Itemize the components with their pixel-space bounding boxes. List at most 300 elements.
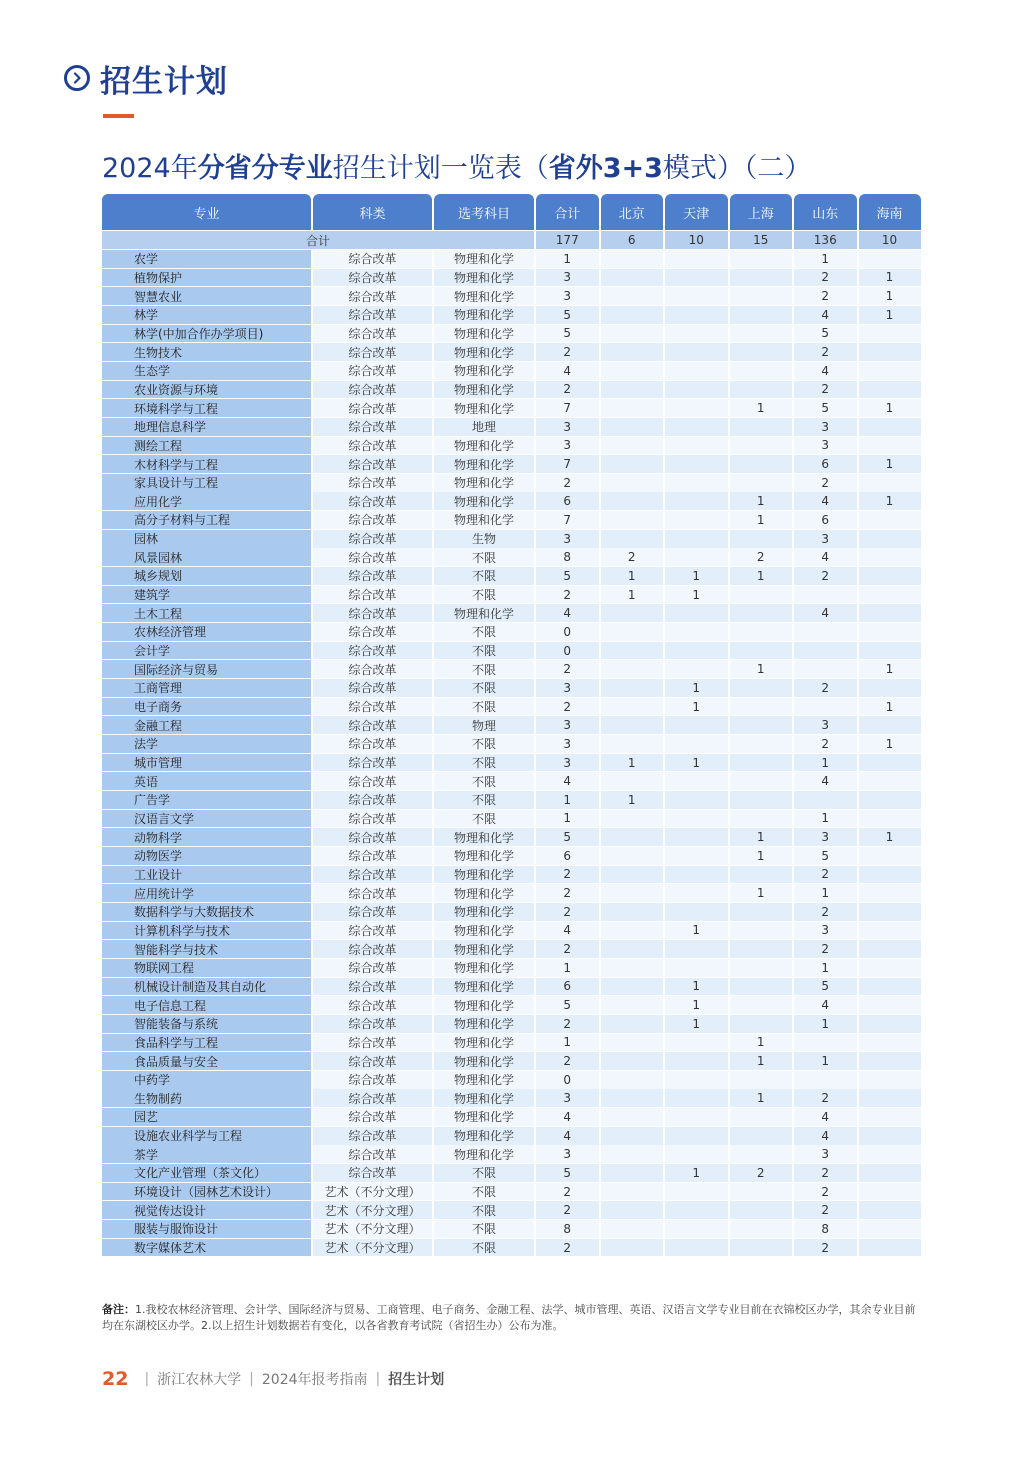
major-cell: 环境科学与工程: [102, 399, 311, 417]
total-cell: 2: [536, 1183, 599, 1201]
shanghai-cell: [730, 474, 793, 492]
tianjin-cell: [665, 511, 728, 529]
subjects-cell: 不限: [434, 810, 534, 828]
table-row: [102, 679, 922, 697]
shandong-cell: 3: [794, 418, 857, 436]
shandong-cell: 2: [794, 269, 857, 287]
subjects-cell: 不限: [434, 772, 534, 790]
table-row: [102, 847, 922, 865]
table-row: [102, 996, 922, 1014]
total-cell: 0: [536, 623, 599, 641]
page-footer: [102, 1368, 444, 1390]
tianjin-cell: [665, 287, 728, 305]
table-row: [102, 381, 922, 399]
beijing-cell: [601, 1239, 664, 1257]
hainan-cell: [859, 1239, 921, 1257]
major-cell: 服装与服饰设计: [102, 1220, 311, 1238]
major-cell: 数据科学与大数据技术: [102, 903, 311, 921]
shanghai-cell: [730, 810, 793, 828]
shanghai-cell: 2: [730, 1164, 793, 1182]
subjects-cell: 物理和化学: [434, 287, 534, 305]
table-row: [102, 437, 922, 455]
subjects-cell: 不限: [434, 1183, 534, 1201]
shandong-cell: 1: [794, 810, 857, 828]
total-cell: 2: [536, 660, 599, 678]
major-cell: 机械设计制造及其自动化: [102, 978, 311, 996]
tianjin-cell: 1: [665, 978, 728, 996]
beijing-cell: [601, 959, 664, 977]
shanghai-cell: 1: [730, 567, 793, 585]
hainan-cell: [859, 810, 921, 828]
col-header-subjects: 选考科目: [434, 194, 534, 230]
subjects-cell: 不限: [434, 754, 534, 772]
total-cell: 2: [536, 1239, 599, 1257]
subjects-cell: 地理: [434, 418, 534, 436]
major-cell: 风景园林: [102, 548, 311, 566]
hainan-cell: 1: [859, 287, 921, 305]
beijing-cell: [601, 810, 664, 828]
shandong-cell: 5: [794, 325, 857, 343]
major-cell: 广告学: [102, 791, 311, 809]
total-cell: 6: [536, 492, 599, 510]
hainan-cell: [859, 1034, 921, 1052]
category-cell: 综合改革: [313, 716, 432, 734]
major-cell: 食品科学与工程: [102, 1034, 311, 1052]
subjects-cell: 物理和化学: [434, 474, 534, 492]
footer-guide: 2024年报考指南: [261, 1372, 368, 1388]
total-cell: 6: [536, 847, 599, 865]
table-row: [102, 1052, 922, 1070]
subjects-cell: 物理和化学: [434, 250, 534, 268]
major-cell: 园艺: [102, 1108, 311, 1126]
totals-row: [102, 231, 922, 249]
beijing-cell: [601, 250, 664, 268]
beijing-cell: [601, 287, 664, 305]
tianjin-cell: [665, 362, 728, 380]
beijing-cell: [601, 940, 664, 958]
tianjin-cell: 1: [665, 679, 728, 697]
table-row: [102, 604, 922, 622]
total-cell: 2: [536, 1015, 599, 1033]
shanghai-cell: [730, 754, 793, 772]
tianjin-cell: [665, 1239, 728, 1257]
total-cell: 2: [536, 474, 599, 492]
subjects-cell: 物理和化学: [434, 828, 534, 846]
subjects-cell: 物理和化学: [434, 978, 534, 996]
subjects-cell: 物理和化学: [434, 884, 534, 902]
hainan-cell: 1: [859, 269, 921, 287]
shandong-cell: 2: [794, 1201, 857, 1219]
category-cell: 综合改革: [313, 866, 432, 884]
hainan-cell: [859, 1183, 921, 1201]
subjects-cell: 不限: [434, 660, 534, 678]
page-header: [64, 56, 228, 100]
total-cell: 7: [536, 511, 599, 529]
shanghai-cell: 1: [730, 1089, 793, 1107]
beijing-cell: [601, 1183, 664, 1201]
table-row: [102, 828, 922, 846]
tianjin-cell: [665, 1071, 728, 1089]
category-cell: 综合改革: [313, 530, 432, 548]
category-cell: 综合改革: [313, 922, 432, 940]
total-cell: 2: [536, 586, 599, 604]
subjects-cell: 物理和化学: [434, 381, 534, 399]
table-row: [102, 1089, 922, 1107]
category-cell: 综合改革: [313, 679, 432, 697]
beijing-cell: [601, 623, 664, 641]
hainan-cell: [859, 1145, 921, 1163]
total-cell: 3: [536, 418, 599, 436]
major-cell: 中药学: [102, 1071, 311, 1089]
table-row: [102, 810, 922, 828]
shanghai-cell: [730, 250, 793, 268]
major-cell: 数字媒体艺术: [102, 1239, 311, 1257]
table-body: [102, 250, 922, 1257]
tianjin-cell: [665, 418, 728, 436]
shandong-cell: 3: [794, 437, 857, 455]
subjects-cell: 物理和化学: [434, 325, 534, 343]
category-cell: 综合改革: [313, 250, 432, 268]
category-cell: 综合改革: [313, 1145, 432, 1163]
category-cell: 综合改革: [313, 511, 432, 529]
table-title: 2024年分省分专业招生计划一览表（省外3+3模式）（二）: [102, 153, 812, 184]
total-cell: 2: [536, 866, 599, 884]
hainan-cell: [859, 623, 921, 641]
subjects-cell: 不限: [434, 623, 534, 641]
subjects-cell: 物理和化学: [434, 437, 534, 455]
hainan-cell: [859, 418, 921, 436]
major-cell: 物联网工程: [102, 959, 311, 977]
table-row: [102, 343, 922, 361]
shandong-cell: 2: [794, 679, 857, 697]
shanghai-cell: [730, 698, 793, 716]
total-cell: 1: [536, 959, 599, 977]
total-cell: 3: [536, 1089, 599, 1107]
total-cell: 2: [536, 1052, 599, 1070]
hainan-cell: [859, 474, 921, 492]
hainan-cell: 1: [859, 735, 921, 753]
shandong-cell: 6: [794, 455, 857, 473]
major-cell: 智能科学与技术: [102, 940, 311, 958]
total-cell: 2: [536, 884, 599, 902]
shandong-cell: 4: [794, 492, 857, 510]
category-cell: 综合改革: [313, 791, 432, 809]
total-cell: 4: [536, 1108, 599, 1126]
total-cell: 7: [536, 455, 599, 473]
subjects-cell: 物理和化学: [434, 922, 534, 940]
major-cell: 家具设计与工程: [102, 474, 311, 492]
total-cell: 1: [536, 250, 599, 268]
tianjin-cell: [665, 269, 728, 287]
table-row: [102, 269, 922, 287]
shanghai-cell: [730, 287, 793, 305]
beijing-cell: [601, 660, 664, 678]
subjects-cell: 不限: [434, 1220, 534, 1238]
col-header-shandong: 山东: [794, 194, 857, 230]
total-cell: 2: [536, 940, 599, 958]
shandong-cell: 2: [794, 287, 857, 305]
tianjin-cell: [665, 716, 728, 734]
footer-separator: |: [375, 1371, 381, 1387]
category-cell: 艺术（不分文理）: [313, 1220, 432, 1238]
shandong-cell: 1: [794, 250, 857, 268]
table-row: [102, 978, 922, 996]
shandong-cell: 3: [794, 716, 857, 734]
total-cell: 2: [536, 698, 599, 716]
hainan-cell: [859, 511, 921, 529]
tianjin-cell: 1: [665, 567, 728, 585]
shanghai-cell: [730, 903, 793, 921]
total-cell: 3: [536, 1145, 599, 1163]
total-cell: 3: [536, 735, 599, 753]
shanghai-cell: [730, 1201, 793, 1219]
shanghai-cell: [730, 978, 793, 996]
shandong-cell: 3: [794, 828, 857, 846]
total-cell: 4: [536, 362, 599, 380]
table-header-row: [102, 194, 922, 230]
beijing-cell: [601, 1015, 664, 1033]
subjects-cell: 物理和化学: [434, 903, 534, 921]
shandong-cell: 2: [794, 1164, 857, 1182]
category-cell: 综合改革: [313, 1127, 432, 1145]
subjects-cell: 生物: [434, 530, 534, 548]
shandong-cell: 2: [794, 1239, 857, 1257]
major-cell: 土木工程: [102, 604, 311, 622]
tianjin-cell: [665, 474, 728, 492]
shandong-cell: [794, 660, 857, 678]
tianjin-cell: [665, 903, 728, 921]
total-cell: 5: [536, 325, 599, 343]
table-row: [102, 922, 922, 940]
table-row: [102, 735, 922, 753]
hainan-cell: [859, 1089, 921, 1107]
subjects-cell: 物理和化学: [434, 866, 534, 884]
subjects-cell: 不限: [434, 679, 534, 697]
hainan-cell: [859, 1108, 921, 1126]
total-cell: 3: [536, 530, 599, 548]
table-row: [102, 511, 922, 529]
subjects-cell: 不限: [434, 735, 534, 753]
major-cell: 应用化学: [102, 492, 311, 510]
hainan-cell: 1: [859, 660, 921, 678]
table-row: [102, 884, 922, 902]
subjects-cell: 物理和化学: [434, 306, 534, 324]
col-header-tianjin: 天津: [665, 194, 728, 230]
beijing-cell: [601, 474, 664, 492]
tianjin-cell: [665, 1108, 728, 1126]
shanghai-cell: [730, 940, 793, 958]
shanghai-cell: [730, 1220, 793, 1238]
shandong-cell: 4: [794, 604, 857, 622]
beijing-cell: [601, 1034, 664, 1052]
beijing-cell: [601, 1220, 664, 1238]
footer-university: 浙江农林大学: [157, 1372, 242, 1388]
col-header-major: 专业: [102, 194, 311, 230]
tianjin-cell: [665, 604, 728, 622]
total-cell: 3: [536, 679, 599, 697]
shandong-cell: 2: [794, 940, 857, 958]
table-row: [102, 791, 922, 809]
shandong-cell: 2: [794, 474, 857, 492]
shanghai-cell: [730, 1239, 793, 1257]
category-cell: 综合改革: [313, 660, 432, 678]
beijing-cell: [601, 716, 664, 734]
hainan-cell: 1: [859, 698, 921, 716]
table-row: [102, 1015, 922, 1033]
table-row: [102, 959, 922, 977]
shanghai-cell: [730, 1071, 793, 1089]
shanghai-cell: [730, 586, 793, 604]
category-cell: 综合改革: [313, 754, 432, 772]
category-cell: 综合改革: [313, 884, 432, 902]
shandong-cell: 1: [794, 1052, 857, 1070]
hainan-cell: [859, 884, 921, 902]
category-cell: 综合改革: [313, 959, 432, 977]
subjects-cell: 不限: [434, 586, 534, 604]
beijing-cell: [601, 399, 664, 417]
hainan-cell: [859, 548, 921, 566]
beijing-cell: [601, 306, 664, 324]
shandong-cell: 3: [794, 1145, 857, 1163]
beijing-cell: [601, 978, 664, 996]
table-row: [102, 399, 922, 417]
tianjin-cell: [665, 1220, 728, 1238]
total-cell: 3: [536, 716, 599, 734]
category-cell: 综合改革: [313, 847, 432, 865]
hainan-cell: [859, 978, 921, 996]
category-cell: 综合改革: [313, 362, 432, 380]
beijing-cell: [601, 642, 664, 660]
totals-cell: 177: [536, 231, 599, 249]
tianjin-cell: [665, 343, 728, 361]
totals-cell: 6: [601, 231, 664, 249]
total-cell: 4: [536, 922, 599, 940]
tianjin-cell: [665, 810, 728, 828]
tianjin-cell: [665, 306, 728, 324]
category-cell: 综合改革: [313, 437, 432, 455]
section-title: 招生计划: [100, 63, 228, 100]
hainan-cell: [859, 1127, 921, 1145]
table-row: [102, 1034, 922, 1052]
total-cell: 3: [536, 287, 599, 305]
category-cell: 综合改革: [313, 735, 432, 753]
shandong-cell: 4: [794, 1127, 857, 1145]
subjects-cell: 物理和化学: [434, 1127, 534, 1145]
major-cell: 智能装备与系统: [102, 1015, 311, 1033]
hainan-cell: [859, 922, 921, 940]
tianjin-cell: [665, 1145, 728, 1163]
total-cell: 5: [536, 567, 599, 585]
table-row: [102, 698, 922, 716]
shanghai-cell: [730, 306, 793, 324]
subjects-cell: 物理和化学: [434, 455, 534, 473]
total-cell: 5: [536, 306, 599, 324]
major-cell: 木材科学与工程: [102, 455, 311, 473]
hainan-cell: [859, 586, 921, 604]
page-number: 22: [102, 1368, 129, 1390]
beijing-cell: [601, 1089, 664, 1107]
table-row: [102, 716, 922, 734]
category-cell: 综合改革: [313, 772, 432, 790]
major-cell: 生物制药: [102, 1089, 311, 1107]
category-cell: 综合改革: [313, 698, 432, 716]
beijing-cell: [601, 492, 664, 510]
shandong-cell: 4: [794, 362, 857, 380]
totals-cell: 15: [730, 231, 793, 249]
total-cell: 8: [536, 1220, 599, 1238]
major-cell: 英语: [102, 772, 311, 790]
hainan-cell: [859, 1201, 921, 1219]
shanghai-cell: [730, 418, 793, 436]
major-cell: 农林经济管理: [102, 623, 311, 641]
category-cell: 综合改革: [313, 1071, 432, 1089]
major-cell: 生物技术: [102, 343, 311, 361]
total-cell: 5: [536, 1164, 599, 1182]
hainan-cell: [859, 772, 921, 790]
subjects-cell: 物理和化学: [434, 604, 534, 622]
subjects-cell: 物理和化学: [434, 996, 534, 1014]
beijing-cell: [601, 828, 664, 846]
shandong-cell: [794, 1071, 857, 1089]
category-cell: 综合改革: [313, 1015, 432, 1033]
tianjin-cell: [665, 660, 728, 678]
beijing-cell: [601, 1052, 664, 1070]
tianjin-cell: [665, 642, 728, 660]
tianjin-cell: [665, 325, 728, 343]
major-cell: 应用统计学: [102, 884, 311, 902]
total-cell: 4: [536, 772, 599, 790]
hainan-cell: [859, 940, 921, 958]
notes: 备注：1.我校农林经济管理、会计学、国际经济与贸易、工商管理、电子商务、金融工程、法学、城市管理、英语、汉语言文学专业目前在衣锦校区办学，其余专业目前均在东湖校区办学。2.以上招生计划数据若有变化，以各省教育考试院（省招生办）公布为准。: [102, 1303, 916, 1332]
major-cell: 地理信息科学: [102, 418, 311, 436]
tianjin-cell: 1: [665, 1015, 728, 1033]
beijing-cell: [601, 1164, 664, 1182]
major-cell: 农业资源与环境: [102, 381, 311, 399]
subjects-cell: 物理和化学: [434, 343, 534, 361]
category-cell: 综合改革: [313, 381, 432, 399]
table-row: [102, 940, 922, 958]
beijing-cell: [601, 679, 664, 697]
col-header-total: 合计: [536, 194, 599, 230]
hainan-cell: [859, 679, 921, 697]
subjects-cell: 不限: [434, 791, 534, 809]
beijing-cell: [601, 455, 664, 473]
beijing-cell: [601, 604, 664, 622]
hainan-cell: [859, 343, 921, 361]
shandong-cell: 4: [794, 996, 857, 1014]
category-cell: 综合改革: [313, 586, 432, 604]
shandong-cell: 4: [794, 772, 857, 790]
table-row: [102, 754, 922, 772]
hainan-cell: [859, 437, 921, 455]
shanghai-cell: [730, 959, 793, 977]
tianjin-cell: [665, 250, 728, 268]
shanghai-cell: [730, 455, 793, 473]
shanghai-cell: [730, 922, 793, 940]
subjects-cell: 物理和化学: [434, 959, 534, 977]
hainan-cell: [859, 250, 921, 268]
table-row: [102, 548, 922, 566]
table-row: [102, 660, 922, 678]
shanghai-cell: [730, 381, 793, 399]
col-header-category: 科类: [313, 194, 432, 230]
total-cell: 2: [536, 343, 599, 361]
beijing-cell: 1: [601, 586, 664, 604]
major-cell: 设施农业科学与工程: [102, 1127, 311, 1145]
hainan-cell: [859, 847, 921, 865]
table-row: [102, 492, 922, 510]
footer-separator: |: [249, 1371, 254, 1387]
